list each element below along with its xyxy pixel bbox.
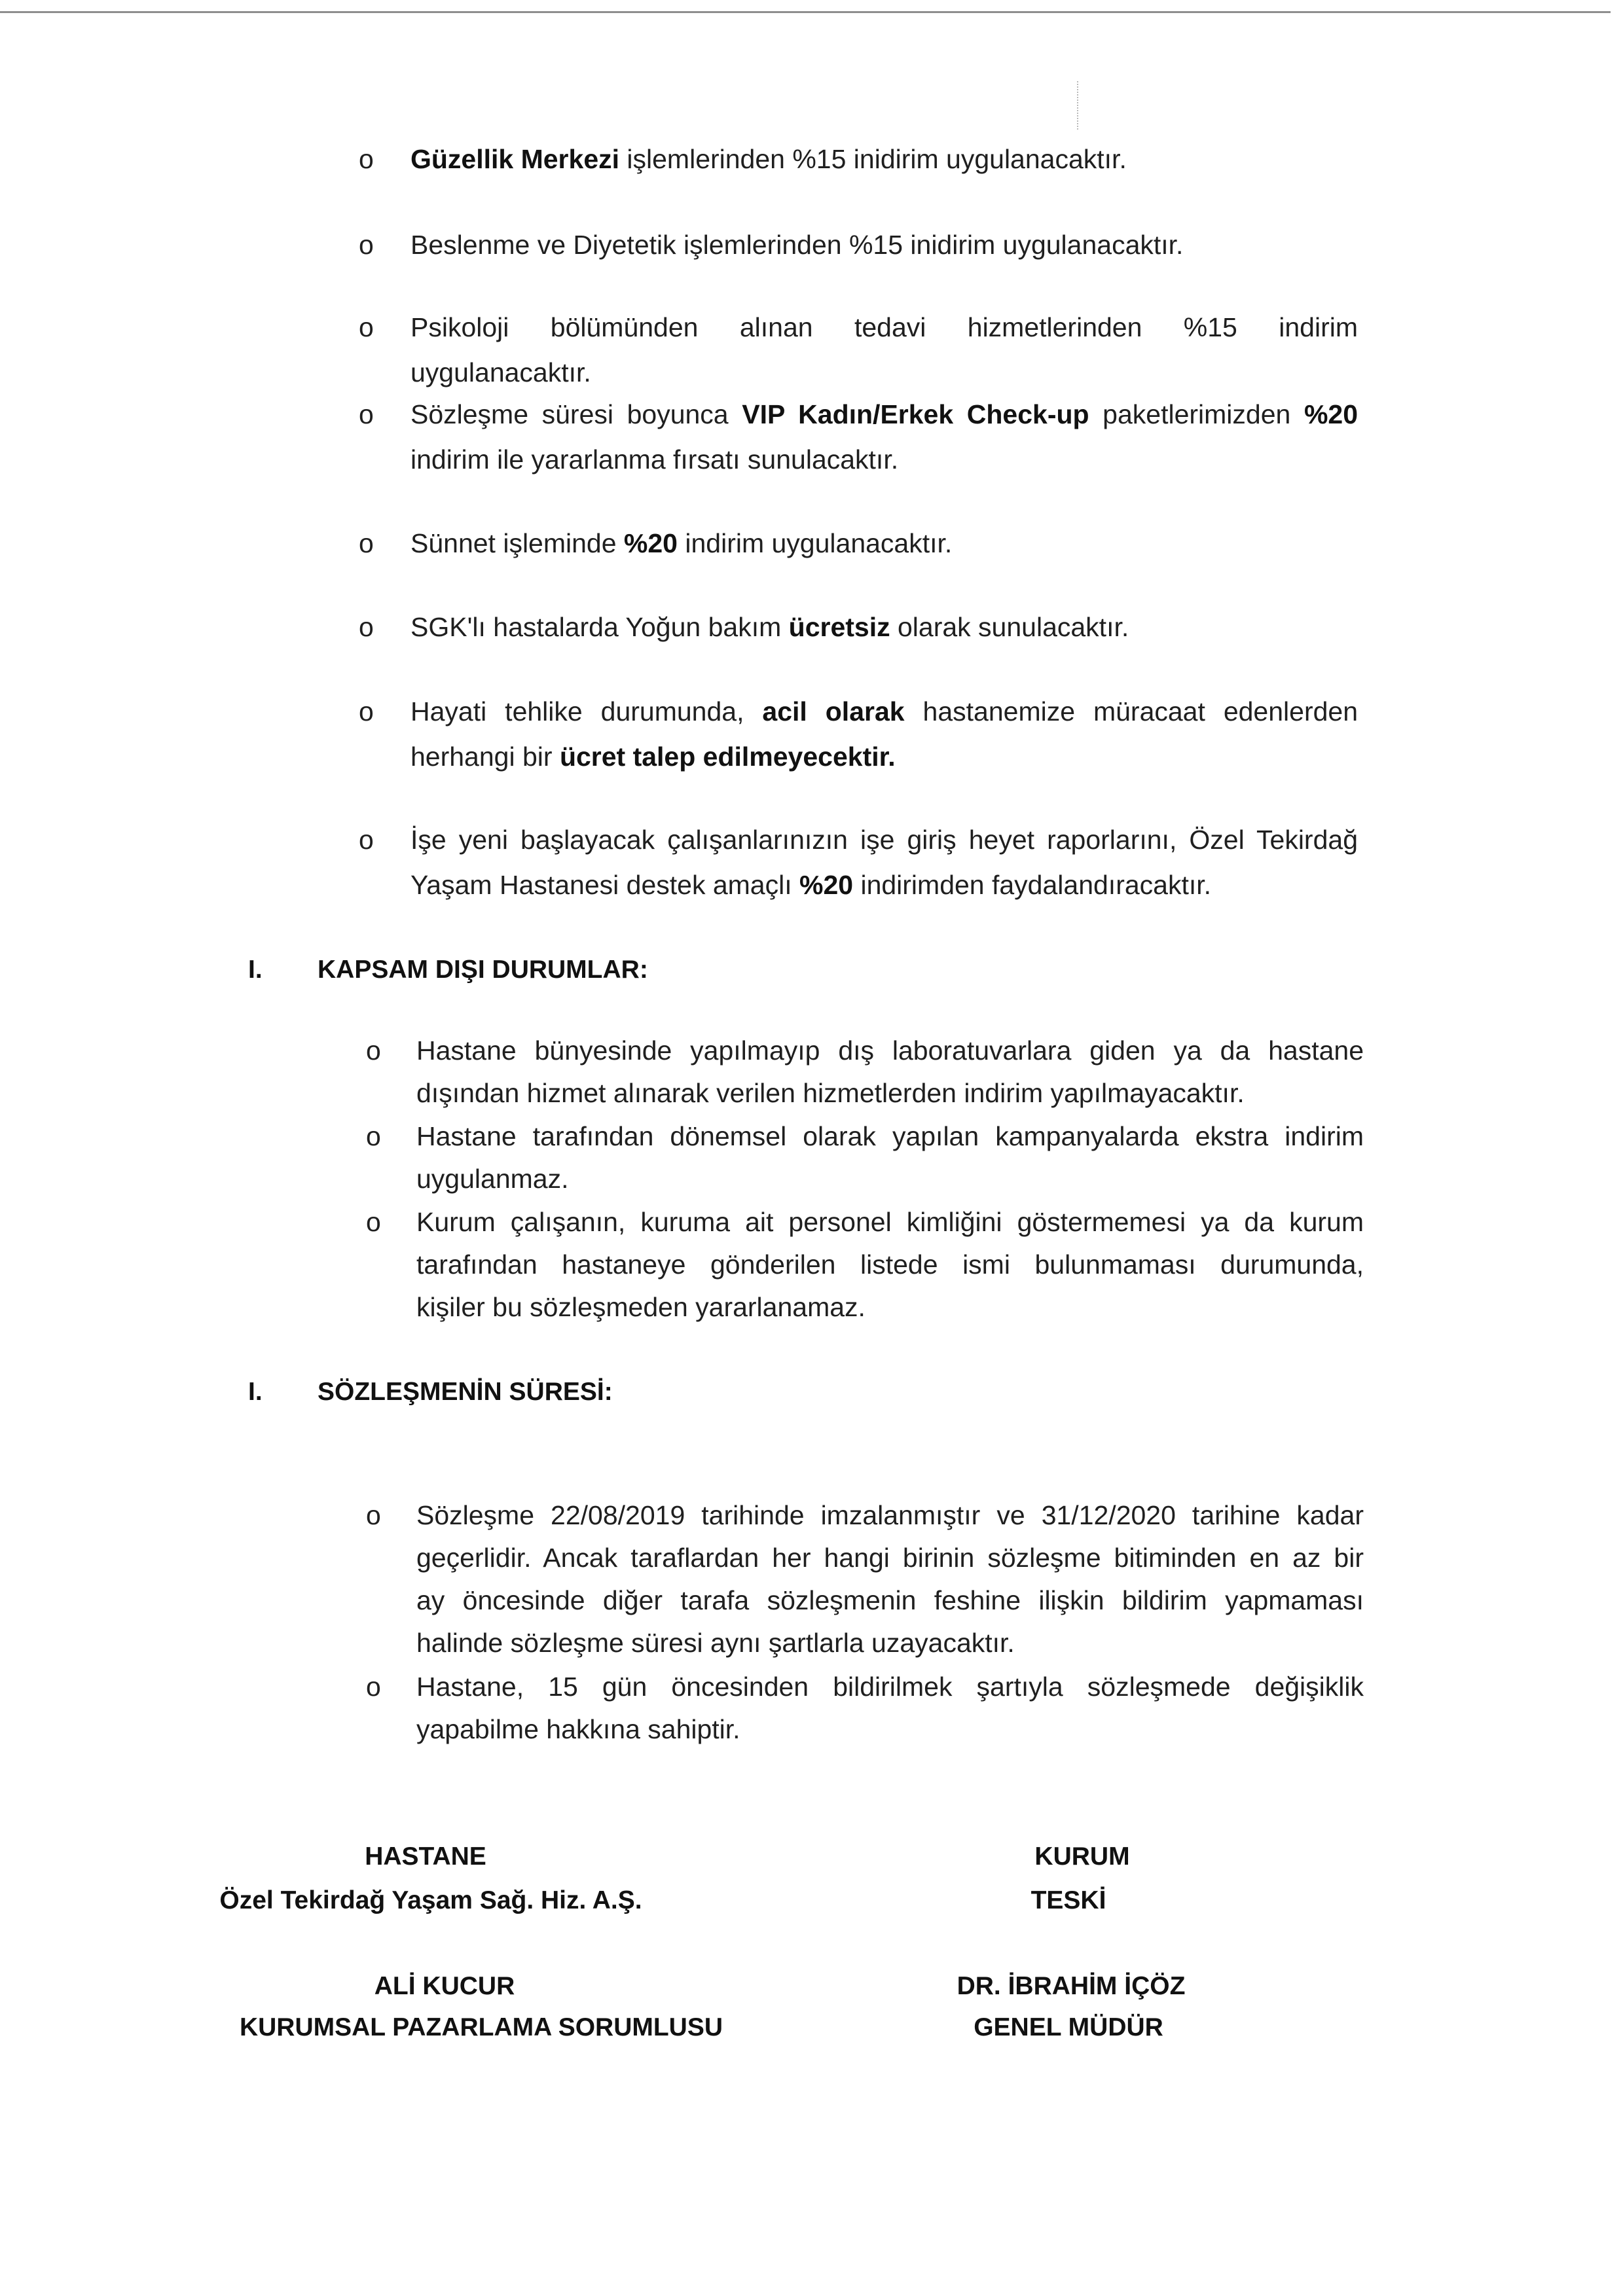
list-item (0, 1494, 1623, 1664)
text-line (410, 223, 1358, 268)
item-text: indirimden faydalandıracaktır. (853, 870, 1212, 900)
item-text-bold: VIP Kadın/Erkek Check-up (742, 399, 1089, 429)
list-item (0, 689, 1623, 780)
item-text: yapabilme hakkına sahiptir. (416, 1714, 740, 1744)
item-body (410, 689, 1358, 780)
bullet-marker: o (359, 612, 374, 642)
item-text-bold: acil olarak (762, 696, 905, 726)
bullet-marker: o (366, 1121, 381, 1151)
item-text: Sözleşme süresi boyunca (410, 399, 742, 429)
list-item (0, 605, 1623, 650)
list-item (0, 1666, 1623, 1751)
item-text: Psikoloji bölümünden alınan tedavi hizmetlerinden %15 indirim (410, 312, 1358, 342)
item-text: uygulanmaz. (416, 1164, 569, 1194)
bullet-marker: o (366, 1035, 381, 1066)
item-body (410, 605, 1358, 650)
hospital-signatory-name: ALİ KUCUR (374, 1972, 515, 2000)
list-item (0, 137, 1623, 182)
text-line (410, 817, 1358, 863)
text-line (410, 137, 1358, 182)
list-item (0, 521, 1623, 566)
item-text: hastanemize müracaat edenlerden (904, 696, 1359, 726)
hospital-signatory-title: KURUMSAL PAZARLAMA SORUMLUSU (239, 2013, 723, 2041)
item-text: Kurum çalışanın, kuruma ait personel kimliğini göstermemesi ya da kurum (416, 1207, 1364, 1237)
text-line (416, 1579, 1364, 1622)
bullet-marker: o (359, 399, 374, 429)
hospital-company-name: Özel Tekirdağ Yaşam Sağ. Hiz. A.Ş. (219, 1886, 642, 1914)
text-line (410, 350, 1358, 395)
item-body (410, 392, 1358, 482)
item-text: Hastane bünyesinde yapılmayıp dış laboratuvarlara giden ya da hastane (416, 1035, 1364, 1066)
text-line (410, 689, 1358, 734)
text-line (416, 1537, 1364, 1579)
scan-edge-line (0, 11, 1611, 13)
item-text: herhangi bir (410, 742, 560, 772)
item-body (410, 817, 1358, 908)
item-text: Hastane tarafından dönemsel olarak yapılan kampanyalarda ekstra indirim (416, 1121, 1364, 1151)
text-line (416, 1072, 1364, 1115)
section-title: SÖZLEŞMENİN SÜRESİ: (318, 1378, 613, 1406)
item-body (416, 1201, 1364, 1329)
text-line (410, 437, 1358, 482)
item-text: Beslenme ve Diyetetik işlemlerinden %15 inidirim uygulanacaktır. (410, 230, 1184, 260)
item-text: Hayati tehlike durumunda, (410, 696, 763, 726)
institution-name: TESKİ (1030, 1886, 1106, 1914)
institution-party-label: KURUM (1034, 1842, 1130, 1871)
text-line (416, 1201, 1364, 1244)
list-item (0, 223, 1623, 268)
item-body (416, 1666, 1364, 1751)
item-text: tarafından hastaneye gönderilen listede ismi bulunmaması durumunda, (416, 1249, 1364, 1280)
list-item (0, 1201, 1623, 1329)
item-text: uygulanacaktır. (410, 357, 591, 387)
item-text: Yaşam Hastanesi destek amaçlı (410, 870, 799, 900)
hospital-party-label: HASTANE (365, 1842, 486, 1871)
item-text: Sözleşme 22/08/2019 tarihinde imzalanmıştır ve 31/12/2020 tarihine kadar (416, 1500, 1364, 1530)
list-item (0, 392, 1623, 482)
text-line (416, 1158, 1364, 1200)
item-text: Sünnet işleminde (410, 528, 624, 558)
text-line (416, 1115, 1364, 1158)
section-heading-term (0, 1371, 1623, 1413)
item-body (416, 1115, 1364, 1200)
text-line (410, 305, 1358, 350)
item-text-bold: %20 (1304, 399, 1358, 429)
item-body (410, 223, 1358, 268)
item-text: SGK'lı hastalarda Yoğun bakım (410, 612, 789, 642)
institution-signatory-name: DR. İBRAHİM İÇÖZ (957, 1972, 1186, 2000)
list-item (0, 817, 1623, 908)
item-body (410, 521, 1358, 566)
item-text: halinde sözleşme süresi aynı şartlarla uzayacaktır. (416, 1628, 1015, 1658)
section-heading-exclusions (0, 948, 1623, 991)
item-text: İşe yeni başlayacak çalışanlarınızın işe giriş heyet raporlarını, Özel Tekirdağ (410, 825, 1358, 855)
item-body (416, 1030, 1364, 1115)
item-body (416, 1494, 1364, 1664)
item-text: kişiler bu sözleşmeden yararlanamaz. (416, 1292, 866, 1322)
item-text-bold: Güzellik Merkezi (410, 144, 620, 174)
scan-mark (1077, 81, 1078, 130)
item-text: ay öncesinde diğer tarafa sözleşmenin feshine ilişkin bildirim yapmaması (416, 1585, 1364, 1615)
bullet-marker: o (359, 696, 374, 726)
item-text-bold: %20 (623, 528, 678, 558)
text-line (410, 734, 1358, 780)
item-text: Hastane, 15 gün öncesinden bildirilmek şartıyla sözleşmede değişiklik (416, 1672, 1364, 1702)
item-text-bold: ücretsiz (788, 612, 890, 642)
bullet-marker: o (359, 230, 374, 260)
text-line (416, 1030, 1364, 1072)
text-line (416, 1244, 1364, 1286)
text-line (410, 863, 1358, 908)
bullet-marker: o (366, 1207, 381, 1237)
institution-signatory-title: GENEL MÜDÜR (974, 2013, 1163, 2041)
section-number: I. (248, 1378, 263, 1406)
item-body (410, 305, 1358, 395)
item-text-bold: ücret talep edilmeyecektir. (559, 742, 896, 772)
bullet-marker: o (359, 825, 374, 855)
item-text-bold: %20 (799, 870, 854, 900)
bullet-marker: o (366, 1672, 381, 1702)
list-item (0, 305, 1623, 395)
item-text: indirim uygulanacaktır. (677, 528, 953, 558)
section-number: I. (248, 956, 263, 984)
item-text: işlemlerinden %15 inidirim uygulanacaktır. (619, 144, 1127, 174)
bullet-marker: o (359, 528, 374, 558)
text-line (416, 1286, 1364, 1329)
item-text: geçerlidir. Ancak taraflardan her hangi birinin sözleşme bitiminden en az bir (416, 1543, 1364, 1573)
bullet-marker: o (359, 312, 374, 342)
text-line (416, 1708, 1364, 1751)
text-line (416, 1666, 1364, 1708)
text-line (410, 605, 1358, 650)
list-item (0, 1030, 1623, 1115)
item-text: olarak sunulacaktır. (890, 612, 1129, 642)
item-text: dışından hizmet alınarak verilen hizmetlerden indirim yapılmayacaktır. (416, 1078, 1245, 1108)
text-line (410, 392, 1358, 437)
bullet-marker: o (359, 144, 374, 174)
list-item (0, 1115, 1623, 1200)
text-line (416, 1494, 1364, 1537)
item-text: indirim ile yararlanma fırsatı sunulacaktır. (410, 444, 899, 475)
text-line (410, 521, 1358, 566)
item-text: paketlerimizden (1089, 399, 1304, 429)
bullet-marker: o (366, 1500, 381, 1530)
text-line (416, 1622, 1364, 1664)
item-body (410, 137, 1358, 182)
section-title: KAPSAM DIŞI DURUMLAR: (318, 956, 648, 984)
